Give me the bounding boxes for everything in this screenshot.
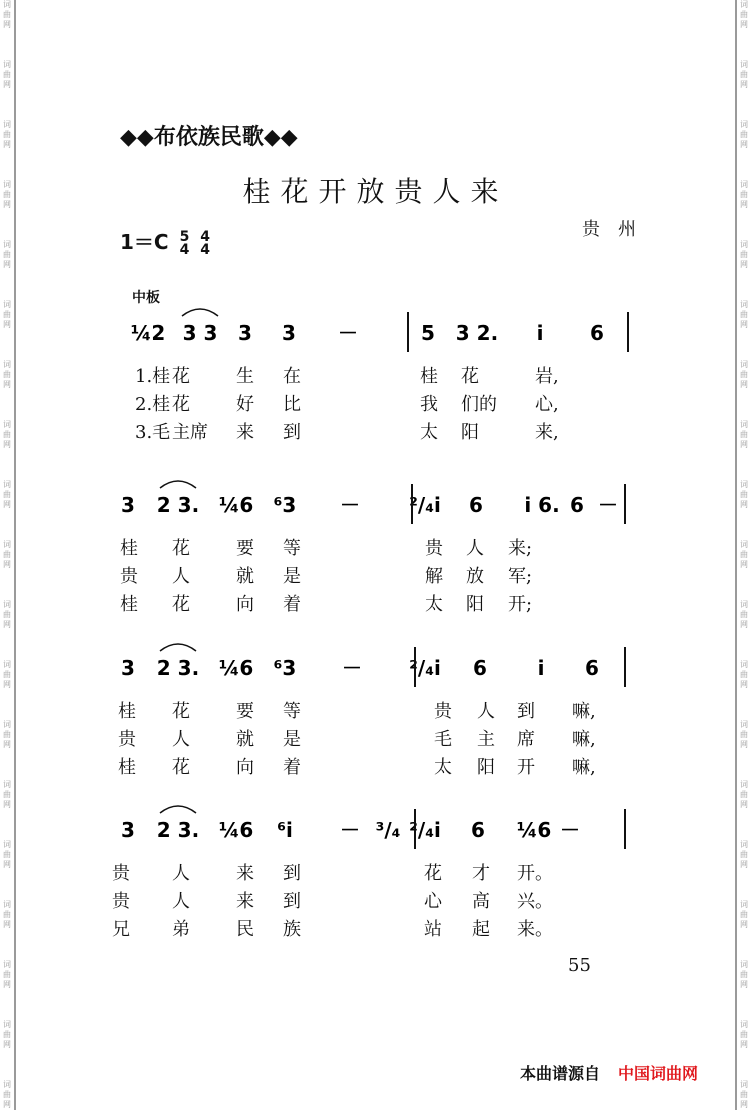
lyric-word: 桂 [118, 757, 136, 778]
lyric-word: 弟 [172, 919, 190, 940]
note: 3 2. [455, 321, 499, 345]
watermark-text: 词 曲 网 [740, 300, 748, 329]
note: 6 [473, 656, 487, 680]
lyric-word: 开; [508, 594, 533, 615]
note: 3 3 [182, 321, 218, 345]
lyric-word: 到 [283, 422, 301, 443]
watermark-text: 词 曲 网 [3, 840, 11, 869]
note: － [340, 493, 360, 517]
watermark-text: 词 曲 网 [3, 960, 11, 989]
watermark-text: 词 曲 网 [740, 780, 748, 809]
lyric-word: 族 [283, 919, 301, 940]
meter-bottom: 4 [200, 241, 211, 258]
meter-bottom: 4 [179, 241, 190, 258]
note: 6 [469, 493, 483, 517]
lyric-word: 来, [535, 422, 559, 443]
lyric-word: 花 [172, 701, 190, 722]
lyric-word: 花 [172, 757, 190, 778]
lyric-word: 起 [472, 919, 490, 940]
lyric-word: 毛 [434, 729, 452, 750]
lyric-word: 来。 [517, 919, 553, 940]
lyric-word: 花 [461, 366, 479, 387]
lyric-word: 岩, [535, 366, 559, 387]
lyric-word: 花 [172, 538, 190, 559]
lyric-word: 要 [236, 701, 254, 722]
lyric-word: 贵 [112, 891, 130, 912]
note: i [536, 321, 544, 345]
lyric-word: 放 [466, 566, 484, 587]
lyric-word: 桂 [420, 366, 438, 387]
footer-site-link[interactable]: 中国词曲网 [618, 1064, 699, 1083]
lyric-word: 到 [283, 863, 301, 884]
lyric-word: 贵 [434, 701, 452, 722]
watermark-text: 词 曲 网 [740, 1080, 748, 1109]
lyric-word: 来 [236, 863, 254, 884]
lyric-word: 花 [172, 366, 190, 387]
watermark-text: 词 曲 网 [3, 720, 11, 749]
lyric-word: 嘛, [572, 729, 596, 750]
watermark-text: 词 曲 网 [740, 120, 748, 149]
watermark-text: 词 曲 网 [3, 600, 11, 629]
note: ¼6 [218, 818, 254, 842]
lyric-word: 好 [236, 394, 254, 415]
watermark-text: 词 曲 网 [3, 120, 11, 149]
lyric-word: 站 [424, 919, 442, 940]
note: － [340, 818, 360, 842]
watermark-text: 词 曲 网 [3, 1020, 11, 1049]
lyric-word: 3.毛 [135, 422, 171, 443]
note: 3 [282, 321, 296, 345]
watermark-text: 词 曲 网 [3, 480, 11, 509]
lyric-word: 来 [236, 891, 254, 912]
lyric-word: 我 [420, 394, 438, 415]
watermark-text: 词 曲 网 [3, 360, 11, 389]
watermark-text: 词 曲 网 [740, 660, 748, 689]
watermark-text: 词 曲 网 [740, 360, 748, 389]
lyric-word: 主 [477, 729, 495, 750]
watermark-text: 词 曲 网 [3, 240, 11, 269]
note: － [560, 818, 580, 842]
watermark-text: 词 曲 网 [740, 540, 748, 569]
lyric-word: 到 [283, 891, 301, 912]
lyric-word: 着 [283, 594, 301, 615]
lyric-word: 解 [425, 566, 443, 587]
lyric-word: 等 [283, 701, 301, 722]
lyric-word: 心, [535, 394, 559, 415]
note: ⁶3 [273, 656, 297, 680]
note: － [598, 493, 618, 517]
note: ¼6 [516, 818, 552, 842]
lyric-word: 是 [283, 566, 301, 587]
note: 6 [570, 493, 584, 517]
note: ²/₄i [409, 818, 441, 842]
watermark-text: 词 曲 网 [740, 900, 748, 929]
note: ²/₄i [409, 656, 441, 680]
note: 6 [471, 818, 485, 842]
lyric-word: 人 [172, 566, 190, 587]
note: ²/₄i [409, 493, 441, 517]
note: 3 [121, 818, 135, 842]
tempo-marking: 中板 [132, 290, 160, 306]
lyric-word: 向 [236, 757, 254, 778]
lyric-word: 来 [236, 422, 254, 443]
lyric-word: 军; [508, 566, 533, 587]
watermark-text: 词 曲 网 [3, 780, 11, 809]
meter-top: 5 [179, 228, 190, 245]
watermark-text: 词 曲 网 [3, 540, 11, 569]
lyric-word: 们的 [461, 394, 497, 415]
lyric-word: 开。 [517, 863, 553, 884]
lyric-word: 开 [517, 757, 535, 778]
lyric-word: 贵 [118, 729, 136, 750]
footer-source: 本曲谱源自 [520, 1064, 601, 1083]
watermark-text: 词 曲 网 [740, 180, 748, 209]
watermark-text: 词 曲 网 [740, 720, 748, 749]
lyric-word: 花 [172, 594, 190, 615]
watermark-text: 词 曲 网 [740, 1020, 748, 1049]
lyric-word: 桂 [120, 538, 138, 559]
note: ¼2 [130, 321, 166, 345]
lyric-word: 太 [434, 757, 452, 778]
watermark-text: 词 曲 网 [740, 600, 748, 629]
note: ³/₄ [375, 818, 401, 842]
note: ⁶3 [273, 493, 297, 517]
note: i 6. [524, 493, 560, 517]
lyric-word: 民 [236, 919, 254, 940]
song-origin: 贵州 [582, 219, 654, 240]
watermark-text: 词 曲 网 [3, 300, 11, 329]
section-title: ◆◆布依族民歌◆◆ [120, 125, 298, 150]
lyric-word: 到 [517, 701, 535, 722]
watermark-text: 词 曲 网 [740, 0, 748, 29]
song-title: 桂花开放贵人来 [242, 175, 509, 208]
note: i [537, 656, 545, 680]
watermark-text: 词 曲 网 [740, 960, 748, 989]
lyric-word: 贵 [112, 863, 130, 884]
note: － [338, 321, 358, 345]
lyric-word: 向 [236, 594, 254, 615]
watermark-text: 词 曲 网 [740, 240, 748, 269]
watermark-text: 词 曲 网 [740, 420, 748, 449]
lyric-word: 太 [420, 422, 438, 443]
lyric-word: 着 [283, 757, 301, 778]
note: 2 3. [156, 493, 200, 517]
lyric-word: 花 [424, 863, 442, 884]
watermark-text: 词 曲 网 [3, 420, 11, 449]
lyric-word: 才 [472, 863, 490, 884]
lyric-word: 人 [466, 538, 484, 559]
lyric-word: 就 [236, 729, 254, 750]
lyric-word: 高 [472, 891, 490, 912]
lyric-word: 人 [172, 863, 190, 884]
note: ¼6 [218, 656, 254, 680]
lyric-word: 阳 [477, 757, 495, 778]
lyric-word: 等 [283, 538, 301, 559]
lyric-word: 人 [172, 891, 190, 912]
note: 6 [585, 656, 599, 680]
note: － [342, 656, 362, 680]
lyric-word: 比 [283, 394, 301, 415]
watermark-text: 词 曲 网 [740, 480, 748, 509]
lyric-word: 人 [477, 701, 495, 722]
footer-credit [520, 1061, 698, 1084]
lyric-word: 太 [425, 594, 443, 615]
lyric-word: 1.桂 [135, 366, 171, 387]
watermark-text: 词 曲 网 [3, 180, 11, 209]
lyric-word: 主席 [172, 422, 208, 443]
lyric-word: 生 [236, 366, 254, 387]
lyric-word: 在 [283, 366, 301, 387]
lyric-word: 就 [236, 566, 254, 587]
watermark-text: 词 曲 网 [740, 840, 748, 869]
lyric-word: 兴。 [517, 891, 553, 912]
note: 3 [121, 493, 135, 517]
lyric-word: 花 [172, 394, 190, 415]
note: 3 [238, 321, 252, 345]
note: 2 3. [156, 818, 200, 842]
watermark-text: 词 曲 网 [3, 60, 11, 89]
key-label: 1＝C [120, 230, 169, 254]
watermark-text: 词 曲 网 [3, 660, 11, 689]
lyric-word: 兄 [112, 919, 130, 940]
note: 3 [121, 656, 135, 680]
lyric-word: 心 [424, 891, 442, 912]
lyric-word: 桂 [118, 701, 136, 722]
lyric-word: 阳 [461, 422, 479, 443]
lyric-word: 要 [236, 538, 254, 559]
lyric-word: 贵 [120, 566, 138, 587]
watermark-text: 词 曲 网 [3, 1080, 11, 1109]
page-number: 55 [568, 955, 591, 976]
lyric-word: 2.桂 [135, 394, 171, 415]
watermark-text: 词 曲 网 [3, 900, 11, 929]
note: ¼6 [218, 493, 254, 517]
note: ⁶i [277, 818, 293, 842]
lyric-word: 嘛, [572, 701, 596, 722]
lyric-word: 贵 [425, 538, 443, 559]
watermark-text: 词 曲 网 [740, 60, 748, 89]
watermark-text: 词 曲 网 [3, 0, 11, 29]
note: 2 3. [156, 656, 200, 680]
lyric-word: 桂 [120, 594, 138, 615]
lyric-word: 人 [172, 729, 190, 750]
lyric-word: 席 [517, 729, 535, 750]
lyric-word: 来; [508, 538, 533, 559]
lyric-word: 阳 [466, 594, 484, 615]
lyric-word: 是 [283, 729, 301, 750]
note: 6 [590, 321, 604, 345]
note: 5 [421, 321, 435, 345]
lyric-word: 嘛, [572, 757, 596, 778]
meter-top: 4 [200, 228, 211, 245]
